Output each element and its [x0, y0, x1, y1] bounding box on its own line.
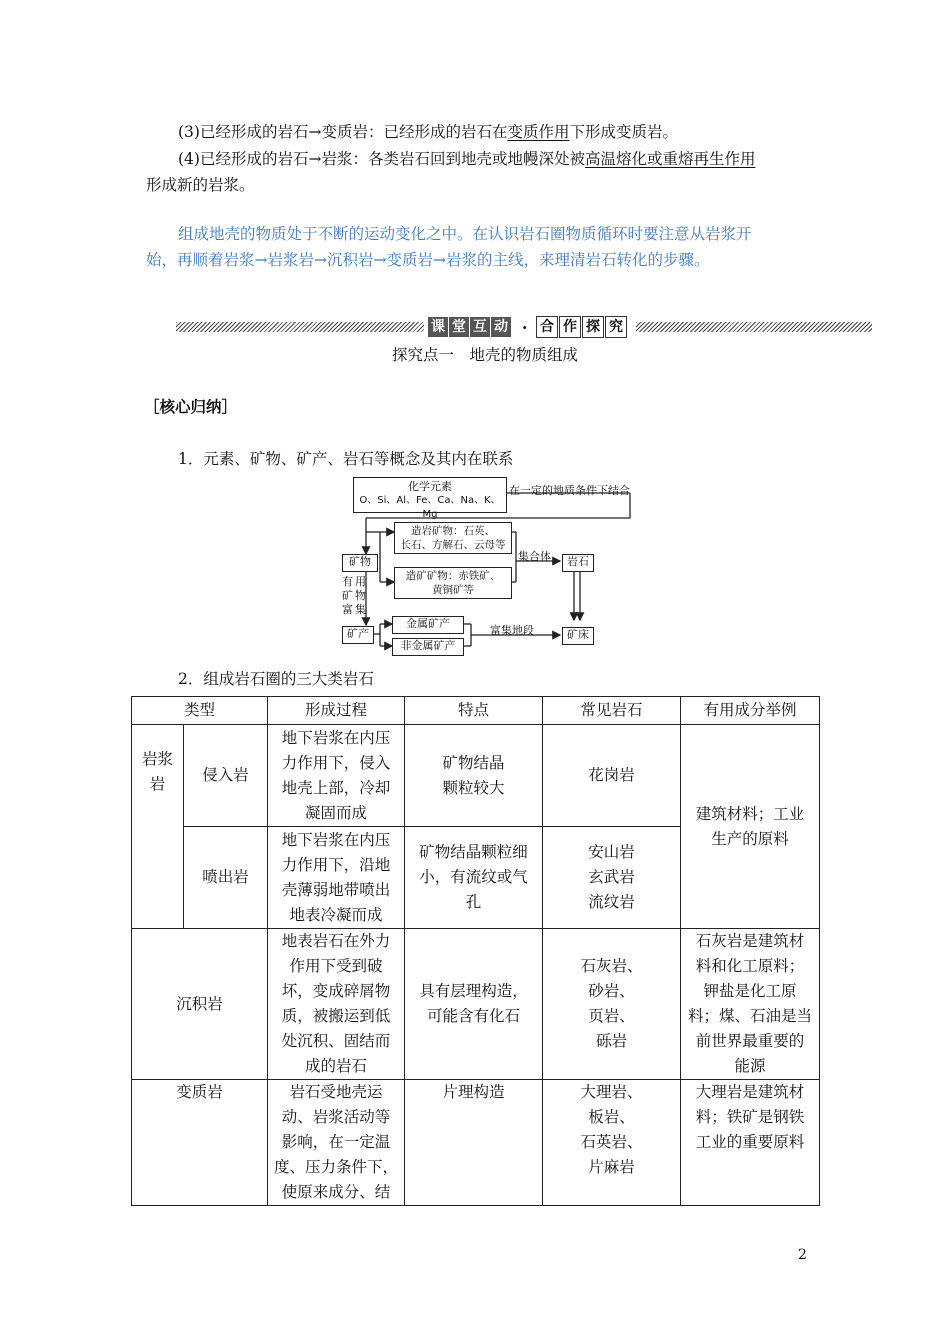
- sedimentary-feature: [405, 929, 543, 1080]
- sedimentary-name: 沉积岩: [132, 929, 268, 1080]
- table-header-row: [132, 697, 820, 725]
- concept-diagram: [340, 474, 640, 654]
- banner-char: 究: [605, 316, 627, 338]
- cell-line: 石灰岩、: [580, 957, 643, 975]
- cell-line: 料；煤、石油是当: [688, 1007, 813, 1025]
- cell-line: 料和化工原料；: [695, 957, 805, 975]
- cell-line: 小，有流纹或气: [419, 868, 528, 886]
- core-summary-label: ［核心归纳］: [144, 397, 238, 416]
- banner-char: 课: [428, 317, 448, 337]
- cell-line: 页岩、: [588, 1007, 635, 1025]
- item-1-heading: 1．元素、矿物、矿产、岩石等概念及其内在联系: [178, 450, 514, 468]
- table-row-metamorphic: [132, 1080, 820, 1206]
- metamorphic-process: [268, 1080, 405, 1206]
- elements-list: O、Si、Al、Fe、Ca、Na、K、Mg: [359, 495, 501, 520]
- cell-line: 钾盐是化工原: [703, 982, 797, 1000]
- cell-line: 安山岩: [588, 843, 635, 861]
- cell-line: 地下岩浆在内压: [281, 830, 391, 849]
- paragraph-4-text: (4)已经形成的岩石→岩浆：各类岩石回到地壳或地幔深处被: [178, 150, 585, 168]
- cell-line: 砂岩、: [588, 982, 635, 1000]
- cell-line: 石灰岩是建筑材: [695, 932, 805, 950]
- banner-char: 互: [470, 317, 490, 337]
- paragraph-3: [178, 119, 678, 145]
- cell-line: 大理岩、: [580, 1083, 643, 1101]
- elements-title: 化学元素: [408, 480, 452, 493]
- banner-char: 动: [491, 317, 511, 337]
- condition-label: 在一定的地质条件下结合: [509, 484, 630, 497]
- cell-line: 可能含有化石: [427, 1007, 521, 1025]
- cell-line: 处沉积、固结而: [281, 1032, 391, 1050]
- header-use: 有用成分举例: [681, 697, 820, 725]
- cell-line: 力作用下，侵入: [281, 753, 391, 772]
- cell-line: 石英岩、: [580, 1133, 643, 1151]
- sedimentary-rocks: [543, 929, 681, 1080]
- tip-line1: 组成地壳的物质处于不断的运动变化之中。在认识岩石圈物质循环时要注意从岩浆开: [178, 225, 752, 243]
- cell-line: 工业的重要原料: [695, 1133, 805, 1151]
- table-row-intrusive: [132, 725, 820, 827]
- banner-char: 作: [559, 316, 581, 338]
- cell-line: 流纹岩: [588, 893, 635, 911]
- extrusive-process: [268, 827, 405, 929]
- intrusive-process: [268, 725, 405, 827]
- item-2-heading: 2．组成岩石圈的三大类岩石: [178, 670, 374, 688]
- extrusive-name: 喷出岩: [184, 827, 268, 929]
- orebody-box: 矿床: [562, 627, 594, 645]
- table-row-sedimentary: [132, 929, 820, 1080]
- cell-line: 板岩、: [588, 1108, 635, 1126]
- cell-line: 具有层理构造，: [419, 982, 528, 1000]
- paragraph-4-line2: 形成新的岩浆。: [146, 176, 255, 194]
- paragraph-4-underlined: 高温熔化或重熔再生作用: [584, 150, 756, 168]
- elements-box: [353, 477, 507, 520]
- cell-line: 成的岩石: [305, 1057, 368, 1075]
- metamorphic-name: 变质岩: [132, 1080, 268, 1206]
- metamorphic-feature: 片理构造: [405, 1080, 543, 1206]
- magmatic-label: [132, 725, 184, 827]
- cell-line: 影响，在一定温: [281, 1133, 391, 1151]
- cell-line: 岩石受地壳运: [289, 1083, 383, 1101]
- metamorphic-rocks: [543, 1080, 681, 1206]
- enrich-label: 富集地段: [490, 624, 534, 637]
- sedimentary-use: [681, 929, 820, 1080]
- magmatic-label-continued: [132, 827, 184, 929]
- section-title: 探究点一 地壳的物质组成: [392, 346, 579, 364]
- rock-mineral-line1: 造岩矿物：石英、: [411, 525, 495, 537]
- banner-tag-left: [428, 316, 512, 338]
- sedimentary-process: [268, 929, 405, 1080]
- cell-line: 料；铁矿是钢铁: [695, 1108, 805, 1126]
- rock-mineral-line2: 长石、方解石、云母等: [400, 539, 506, 551]
- cell-line: 地表冷凝而成: [289, 905, 383, 924]
- banner-dot: ·: [522, 317, 528, 337]
- rock-forming-mineral-box: [394, 522, 512, 554]
- cell-line: 砾岩: [596, 1032, 628, 1050]
- banner-char: 探: [582, 316, 604, 338]
- deposit-box: 矿产: [342, 626, 374, 644]
- section-banner: [176, 316, 872, 338]
- banner-char: 合: [536, 316, 558, 338]
- cell-line: 质，被搬运到低: [281, 1007, 391, 1025]
- cell-line: 矿物结晶颗粒细: [419, 843, 528, 861]
- cell-line: 建筑材料；工业: [695, 804, 805, 823]
- banner-tag-right: [536, 316, 628, 338]
- cell-line: 凝固而成: [305, 803, 368, 822]
- paragraph-3-underlined: 变质作用: [507, 123, 570, 141]
- mineral-box: 矿物: [342, 554, 378, 572]
- paragraph-4: [178, 146, 755, 172]
- cell-line: 壳薄弱地带喷出: [281, 880, 391, 899]
- aggregate-label: 集合体: [518, 550, 551, 563]
- header-process: 形成过程: [268, 697, 405, 725]
- tip-line2: 始，再顺着岩浆→岩浆岩→沉积岩→变质岩→岩浆的主线，来理清岩石转化的步骤。: [146, 251, 710, 269]
- header-type: 类型: [132, 697, 268, 725]
- metal-deposit-box: 金属矿产: [392, 616, 464, 634]
- useful-label-right: 用物集: [355, 575, 366, 616]
- cell-line: 片麻岩: [588, 1158, 635, 1176]
- extrusive-rocks: [543, 827, 681, 929]
- cell-line: 度、压力条件下，: [274, 1158, 399, 1176]
- page-number: 2: [798, 1247, 807, 1263]
- cell-line: 孔: [465, 893, 482, 911]
- useful-label-left: 有矿富: [342, 575, 353, 616]
- cell-line: 地表岩石在外力: [281, 932, 391, 950]
- cell-line: 力作用下，沿地: [281, 855, 391, 874]
- cell-line: 前世界最重要的: [695, 1032, 805, 1050]
- cell-line: 动、岩浆活动等: [281, 1108, 391, 1126]
- cell-line: 使原来成分、结: [281, 1183, 391, 1201]
- cell-line: 地下岩浆在内压: [281, 728, 391, 747]
- nonmetal-deposit-box: 非金属矿产: [392, 638, 464, 656]
- metamorphic-use: [681, 1080, 820, 1206]
- intrusive-name: 侵入岩: [184, 725, 268, 827]
- cell-line: 大理岩是建筑材: [695, 1083, 805, 1101]
- paragraph-3-suffix: 下形成变质岩。: [569, 123, 678, 141]
- banner-separator: [519, 316, 530, 338]
- banner-char: 堂: [449, 317, 469, 337]
- rock-types-table: [131, 696, 820, 1206]
- cell-line: 坏，变成碎屑物: [281, 982, 391, 1000]
- cell-line: 矿物结晶: [442, 753, 505, 772]
- intrusive-rocks: 花岗岩: [543, 725, 681, 827]
- paragraph-3-text: (3)已经形成的岩石→变质岩：已经形成的岩石在: [178, 123, 508, 141]
- ore-mineral-line1: 造矿矿物：赤铁矿、: [405, 570, 501, 582]
- magmatic-label-line2: 岩: [149, 775, 166, 793]
- cell-line: 颗粒较大: [442, 778, 505, 797]
- ore-mineral-line2: 黄铜矿等: [432, 584, 474, 596]
- magmatic-label-line1: 岩浆: [141, 750, 173, 768]
- banner-hatch-left: [176, 322, 424, 332]
- cell-line: 地壳上部，冷却: [281, 778, 391, 797]
- ore-forming-mineral-box: [394, 567, 512, 599]
- header-rocks: 常见岩石: [543, 697, 681, 725]
- cell-line: 生产的原料: [711, 829, 789, 848]
- extrusive-feature: [405, 827, 543, 929]
- intrusive-feature: [405, 725, 543, 827]
- magmatic-use: [681, 725, 820, 929]
- rock-box: 岩石: [562, 554, 594, 572]
- banner-hatch-right: [636, 322, 872, 332]
- cell-line: 作用下受到破: [289, 957, 383, 975]
- header-feature: 特点: [405, 697, 543, 725]
- cell-line: 玄武岩: [588, 868, 635, 886]
- cell-line: 能源: [734, 1057, 766, 1075]
